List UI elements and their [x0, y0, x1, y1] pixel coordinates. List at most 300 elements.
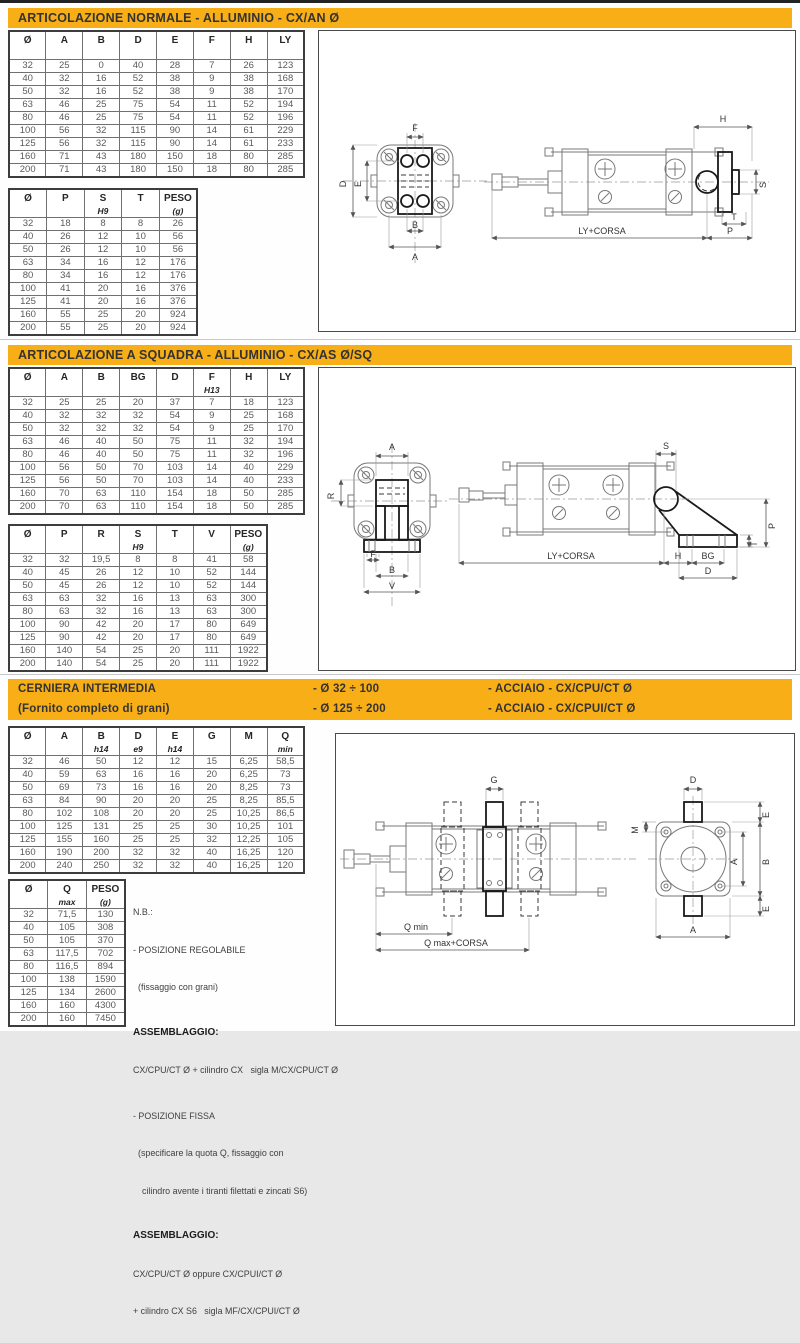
- table-cell: 10: [156, 580, 193, 593]
- table-cell: 170: [267, 86, 304, 99]
- table-cell: 7: [193, 397, 230, 410]
- table-cell: 180: [120, 164, 157, 178]
- table-row: [9, 296, 197, 309]
- table-cell: 12: [84, 244, 122, 257]
- table-cell: 110: [120, 501, 157, 515]
- table-cell: 54: [157, 112, 194, 125]
- table-cell: 285: [267, 164, 304, 178]
- table-cell: 8,25: [230, 782, 267, 795]
- column-header: Ø: [9, 880, 48, 909]
- table-cell: 32: [83, 410, 120, 423]
- dim-label-f: F: [412, 123, 418, 133]
- table-cell: 26: [83, 567, 120, 580]
- table-cell: 16: [84, 270, 122, 283]
- column-header: Ø: [9, 368, 46, 397]
- table-cell: 46: [46, 112, 83, 125]
- table-cell: 108: [83, 808, 120, 821]
- table-row: [9, 138, 304, 151]
- table-cell: 194: [267, 436, 304, 449]
- table-cell: 8: [122, 218, 160, 231]
- column-header: Ø: [9, 31, 46, 60]
- table-row: [9, 769, 304, 782]
- table-cell: 70: [46, 501, 83, 515]
- table-cell: 285: [267, 501, 304, 515]
- an-side-view: [484, 114, 769, 238]
- table-cell: 100: [9, 619, 46, 632]
- table-cell: 32: [83, 125, 120, 138]
- table-cell: 41: [47, 296, 85, 309]
- table-cell: 73: [267, 769, 304, 782]
- page-bottom-rule: [0, 0, 349, 3]
- table-cell: 10,25: [230, 808, 267, 821]
- table-cell: 38: [230, 73, 267, 86]
- table-cell: 16: [120, 606, 157, 619]
- table-cell: 125: [9, 138, 46, 151]
- table-cell: 61: [230, 125, 267, 138]
- table-cell: 180: [120, 151, 157, 164]
- cpu-side-view: [340, 775, 636, 950]
- table-cell: 52: [120, 86, 157, 99]
- table-cell: 190: [46, 847, 83, 860]
- table-cell: 32: [46, 410, 83, 423]
- table-cell: 40: [83, 436, 120, 449]
- table-cell: 63: [9, 948, 48, 961]
- table-cell: 14: [193, 462, 230, 475]
- table-cell: 40: [9, 231, 47, 244]
- table-cell: 40: [193, 860, 230, 874]
- table-cell: 16,25: [230, 860, 267, 874]
- table-cell: 370: [86, 935, 125, 948]
- as-technical-drawing: [319, 368, 793, 668]
- table-cell: 12: [122, 270, 160, 283]
- table-cell: 18: [193, 501, 230, 515]
- table-row: [9, 593, 267, 606]
- dim-label-e-bottom: E: [761, 905, 771, 913]
- table-cell: 25: [46, 60, 83, 73]
- note-line: CX/CPU/CT Ø + cilindro CX sigla M/CX/CPU/CT Ø: [133, 1065, 339, 1075]
- column-header: PESO (g): [86, 880, 125, 909]
- table-cell: 37: [157, 397, 194, 410]
- table-cell: 38: [157, 86, 194, 99]
- table-cell: 7450: [86, 1013, 125, 1027]
- an-front-view: [338, 123, 487, 263]
- table-cell: 25: [193, 808, 230, 821]
- column-header: LY: [267, 31, 304, 60]
- table-cell: 63: [9, 436, 46, 449]
- table-cell: 111: [193, 658, 230, 672]
- table-cell: 154: [157, 501, 194, 515]
- column-header: B h14: [83, 727, 120, 756]
- table-cell: 73: [267, 782, 304, 795]
- table-cell: 17: [156, 619, 193, 632]
- table-cell: 32: [46, 86, 83, 99]
- table-cell: 8,25: [230, 795, 267, 808]
- section-separator: [0, 339, 800, 340]
- table-cell: 54: [157, 423, 194, 436]
- column-header: M: [230, 727, 267, 756]
- table-cell: 140: [46, 658, 83, 672]
- table-row: [9, 860, 304, 874]
- column-header: B: [83, 31, 120, 60]
- dim-label-s: S: [662, 441, 670, 451]
- table-cell: 32: [193, 834, 230, 847]
- table-cell: 144: [230, 567, 267, 580]
- table-cell: 160: [83, 834, 120, 847]
- table-cell: 200: [9, 501, 46, 515]
- table-cell: 105: [48, 935, 87, 948]
- table-row: [9, 99, 304, 112]
- table-cell: 46: [46, 756, 83, 769]
- table-cell: 120: [267, 860, 304, 874]
- table-row: [9, 112, 304, 125]
- table-cell: 10: [156, 567, 193, 580]
- table-cell: 160: [9, 1000, 48, 1013]
- table-cell: 26: [159, 218, 197, 231]
- cpu-technical-drawing: [336, 734, 792, 1023]
- table-row: [9, 397, 304, 410]
- table-cell: 170: [267, 423, 304, 436]
- table-cell: 160: [48, 1000, 87, 1013]
- table-cell: 40: [9, 769, 46, 782]
- table-cell: 32: [9, 397, 46, 410]
- table-cell: 16: [120, 593, 157, 606]
- column-header: Ø: [9, 189, 47, 218]
- table-cell: 100: [9, 974, 48, 987]
- table-row: [9, 410, 304, 423]
- table-cell: 25: [230, 423, 267, 436]
- table-row: [9, 309, 197, 322]
- table-cell: 125: [9, 834, 46, 847]
- table-cell: 42: [83, 632, 120, 645]
- dim-label-s: S: [758, 181, 768, 189]
- table-cell: 1922: [230, 658, 267, 672]
- table-cell: 16: [120, 769, 157, 782]
- table-cell: 40: [230, 475, 267, 488]
- table-cell: 32: [230, 449, 267, 462]
- table-cell: 26: [47, 231, 85, 244]
- table-cell: 50: [230, 488, 267, 501]
- table-cell: 176: [159, 270, 197, 283]
- table-cell: 160: [9, 645, 46, 658]
- table-cell: 55: [47, 322, 85, 336]
- table-cell: 18: [193, 164, 230, 178]
- table-cell: 63: [193, 606, 230, 619]
- column-header: R: [83, 525, 120, 554]
- table-cell: 18: [47, 218, 85, 231]
- column-header: E h14: [157, 727, 194, 756]
- column-header: V: [193, 525, 230, 554]
- table-cell: 240: [46, 860, 83, 874]
- table-cell: 154: [157, 488, 194, 501]
- table-cell: 300: [230, 606, 267, 619]
- table-cell: 25: [83, 112, 120, 125]
- dim-label-ly-corsa: LY+CORSA: [578, 226, 626, 236]
- table-cell: 20: [193, 782, 230, 795]
- table-row: [9, 151, 304, 164]
- table-cell: 32: [120, 860, 157, 874]
- table-cell: 34: [47, 270, 85, 283]
- table-cell: 105: [267, 834, 304, 847]
- table-cell: 20: [120, 808, 157, 821]
- table-cell: 40: [9, 410, 46, 423]
- table-cell: 12: [120, 756, 157, 769]
- table-cell: 233: [267, 138, 304, 151]
- table-cell: 63: [46, 593, 83, 606]
- table-cell: 20: [120, 397, 157, 410]
- table-cell: 20: [122, 309, 160, 322]
- dim-label-g: G: [490, 775, 498, 785]
- an-drawing-panel: [318, 30, 796, 332]
- as-front-view: [326, 442, 449, 606]
- table-cell: 52: [230, 99, 267, 112]
- dim-label-d: D: [689, 775, 697, 785]
- table-cell: 32: [9, 554, 46, 567]
- table-header-row: [9, 880, 125, 909]
- table-cell: 300: [230, 593, 267, 606]
- dim-label-b: B: [388, 565, 396, 575]
- column-header: BG: [120, 368, 157, 397]
- table-cell: 25: [230, 410, 267, 423]
- table-cell: 43: [83, 164, 120, 178]
- column-header: H: [230, 31, 267, 60]
- table-cell: 73: [83, 782, 120, 795]
- table-cell: 2600: [86, 987, 125, 1000]
- table-cell: 16: [120, 782, 157, 795]
- section-header-articolazione-squadra: [8, 345, 792, 365]
- table-cell: 86,5: [267, 808, 304, 821]
- table-cell: 125: [9, 632, 46, 645]
- column-header: P: [46, 525, 83, 554]
- table-row: [9, 270, 197, 283]
- table-cell: 63: [83, 488, 120, 501]
- material-code: - ACCIAIO - CX/CPU/CT Ø: [488, 683, 633, 695]
- table-cell: 80: [9, 449, 46, 462]
- table-cell: 54: [83, 645, 120, 658]
- table-cell: 233: [267, 475, 304, 488]
- table-cell: 56: [46, 475, 83, 488]
- table-row: [9, 423, 304, 436]
- table-cell: 18: [193, 488, 230, 501]
- table-cell: 80: [9, 606, 46, 619]
- table-cell: 140: [46, 645, 83, 658]
- header-title-column: [18, 682, 313, 717]
- table-cell: 70: [120, 475, 157, 488]
- table-row: [9, 475, 304, 488]
- table-cell: 12: [122, 257, 160, 270]
- table-cell: 32: [120, 847, 157, 860]
- table-cell: 63: [83, 501, 120, 515]
- table-cell: 16: [83, 73, 120, 86]
- dim-label-h: H: [674, 551, 682, 561]
- table-cell: 25: [120, 821, 157, 834]
- dim-label-d: D: [338, 180, 348, 188]
- table-cell: 10: [122, 244, 160, 257]
- table-cell: 30: [193, 821, 230, 834]
- table-cell: 32: [9, 909, 48, 922]
- table-cell: 28: [157, 60, 194, 73]
- column-header: B: [83, 368, 120, 397]
- table-cell: 32: [83, 593, 120, 606]
- table-cell: 19,5: [83, 554, 120, 567]
- table-cell: 25: [83, 397, 120, 410]
- table-row: [9, 948, 125, 961]
- table-row: [9, 756, 304, 769]
- table-cell: 32: [120, 410, 157, 423]
- table-cell: 56: [46, 138, 83, 151]
- table-cell: 59: [46, 769, 83, 782]
- table-cell: 50: [9, 244, 47, 257]
- table-row: [9, 974, 125, 987]
- table-cell: 25: [157, 821, 194, 834]
- an-technical-drawing: [319, 31, 793, 329]
- table-cell: 70: [46, 488, 83, 501]
- table-cell: 11: [193, 99, 230, 112]
- table-cell: 52: [230, 112, 267, 125]
- column-header: PESO (g): [159, 189, 197, 218]
- column-header: T: [156, 525, 193, 554]
- table-cell: 100: [9, 821, 46, 834]
- dim-label-h: H: [719, 114, 727, 124]
- table-cell: 50: [83, 756, 120, 769]
- table-cell: 90: [46, 632, 83, 645]
- as-dimensions-table: [8, 367, 305, 515]
- table-cell: 26: [230, 60, 267, 73]
- table-row: [9, 462, 304, 475]
- table-cell: 250: [83, 860, 120, 874]
- table-cell: 34: [47, 257, 85, 270]
- table-cell: 50: [83, 462, 120, 475]
- table-cell: 200: [9, 164, 46, 178]
- table-cell: 42: [83, 619, 120, 632]
- table-cell: 16: [84, 257, 122, 270]
- column-header: S H9: [120, 525, 157, 554]
- table-cell: 110: [120, 488, 157, 501]
- table-cell: 11: [193, 112, 230, 125]
- table-cell: 32: [157, 860, 194, 874]
- table-cell: 125: [9, 296, 47, 309]
- table-cell: 11: [193, 449, 230, 462]
- table-cell: 38: [230, 86, 267, 99]
- table-cell: 25: [120, 834, 157, 847]
- table-cell: 25: [83, 99, 120, 112]
- table-cell: 100: [9, 283, 47, 296]
- section-separator: [0, 674, 800, 675]
- table-row: [9, 922, 125, 935]
- table-cell: 168: [267, 410, 304, 423]
- column-header: D: [120, 31, 157, 60]
- table-cell: 9: [193, 423, 230, 436]
- table-cell: 14: [193, 138, 230, 151]
- table-cell: 63: [9, 593, 46, 606]
- table-cell: 80: [193, 619, 230, 632]
- table-cell: 20: [156, 658, 193, 672]
- note-line: cilindro avente i tiranti filettati e zincati S6): [142, 1185, 308, 1196]
- table-cell: 924: [159, 322, 197, 336]
- table-cell: 125: [9, 987, 48, 1000]
- table-cell: 16: [157, 782, 194, 795]
- table-cell: 63: [83, 769, 120, 782]
- material-code: - ACCIAIO - CX/CPUI/CT Ø: [488, 703, 636, 715]
- table-cell: 117,5: [48, 948, 87, 961]
- column-header: F H13: [193, 368, 230, 397]
- table-cell: 32: [9, 218, 47, 231]
- table-cell: 71,5: [48, 909, 87, 922]
- table-cell: 32: [9, 60, 46, 73]
- table-cell: 50: [9, 580, 46, 593]
- cpu-weights-table: [8, 879, 126, 1027]
- table-cell: 45: [46, 567, 83, 580]
- column-header: Q max: [48, 880, 87, 909]
- table-cell: 41: [193, 554, 230, 567]
- table-cell: 40: [230, 462, 267, 475]
- table-cell: 115: [120, 125, 157, 138]
- table-cell: 58,5: [267, 756, 304, 769]
- table-cell: 20: [120, 632, 157, 645]
- table-cell: 20: [193, 769, 230, 782]
- table-cell: 90: [157, 138, 194, 151]
- dim-label-q-max-corsa: Q max+CORSA: [424, 938, 488, 948]
- table-cell: 1590: [86, 974, 125, 987]
- table-cell: 160: [9, 309, 47, 322]
- table-cell: 100: [9, 462, 46, 475]
- table-cell: 111: [193, 645, 230, 658]
- table-cell: 50: [9, 86, 46, 99]
- table-cell: 649: [230, 619, 267, 632]
- table-cell: 90: [157, 125, 194, 138]
- table-cell: 924: [159, 309, 197, 322]
- table-cell: 54: [157, 410, 194, 423]
- table-cell: 376: [159, 296, 197, 309]
- table-cell: 63: [46, 606, 83, 619]
- table-header-row: [9, 189, 197, 218]
- table-header-row: [9, 727, 304, 756]
- table-cell: 103: [157, 462, 194, 475]
- table-cell: 32: [230, 436, 267, 449]
- table-row: [9, 782, 304, 795]
- table-cell: 56: [159, 231, 197, 244]
- table-row: [9, 218, 197, 231]
- as-side-view: [449, 441, 777, 578]
- table-row: [9, 322, 197, 336]
- dim-label-v: V: [388, 581, 396, 591]
- table-cell: 52: [193, 567, 230, 580]
- table-cell: 17: [156, 632, 193, 645]
- table-cell: 54: [83, 658, 120, 672]
- table-cell: 32: [46, 554, 83, 567]
- table-cell: 12,25: [230, 834, 267, 847]
- table-row: [9, 935, 125, 948]
- table-row: [9, 987, 125, 1000]
- table-cell: 200: [83, 847, 120, 860]
- table-cell: 150: [157, 151, 194, 164]
- note-line: - POSIZIONE FISSA: [133, 1110, 215, 1121]
- table-cell: 56: [46, 125, 83, 138]
- table-cell: 20: [156, 645, 193, 658]
- table-cell: 16,25: [230, 847, 267, 860]
- table-row: [9, 580, 267, 593]
- table-cell: 155: [46, 834, 83, 847]
- table-cell: 63: [193, 593, 230, 606]
- table-row: [9, 449, 304, 462]
- table-cell: 168: [267, 73, 304, 86]
- dim-label-f: F: [370, 549, 376, 559]
- column-header: Ø: [9, 727, 46, 756]
- table-cell: 13: [156, 593, 193, 606]
- table-cell: 6,25: [230, 756, 267, 769]
- table-cell: 1922: [230, 645, 267, 658]
- table-cell: 125: [46, 821, 83, 834]
- table-cell: 20: [84, 283, 122, 296]
